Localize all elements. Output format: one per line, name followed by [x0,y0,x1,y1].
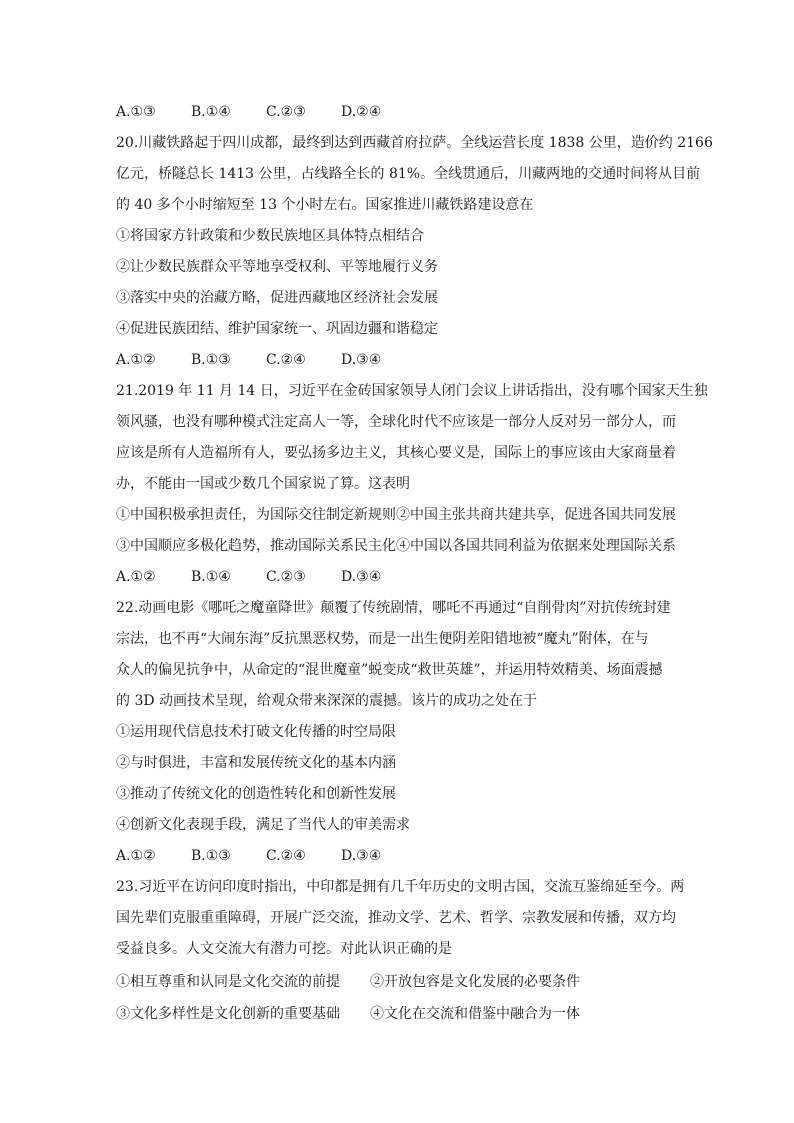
option-b: B.①④ [191,104,231,120]
option-d: D.③④ [341,569,382,585]
option-c: C.②③ [266,569,306,585]
q22-stem-line: 众人的偏见抗争中，从命定的“混世魔童”蜕变成“救世英雄”，并运用特效精美、场面震撼 [116,662,663,678]
q23-item: ②开放包容是文化发展的必要条件 [370,974,580,990]
q20-options [116,350,416,370]
q22-options [116,846,416,866]
q23-item-row [116,972,580,992]
q23-item: ③文化多样性是文化创新的重要基础 [116,1006,340,1022]
option-c: C.②③ [266,104,306,120]
q21-options [116,567,416,587]
q20-item: ④促进民族团结、维护国家统一、巩固边疆和谐稳定 [116,321,438,337]
option-b: B.①④ [191,569,231,585]
q22-item: ③推动了传统文化的创造性转化和创新性发展 [116,786,396,802]
option-d: D.③④ [341,352,382,368]
q23-stem-line: 国先辈们克服重重障碍，开展广泛交流，推动文学、艺术、哲学、宗教发展和传播，双方均 [116,910,676,926]
q21-item: ①中国积极承担责任，为国际交往制定新规则②中国主张共商共建共享，促进各国共同发展 [116,507,676,523]
option-d: D.③④ [341,848,382,864]
option-b: B.①③ [191,848,231,864]
q19-options [116,102,416,122]
q21-item: ③中国顺应多极化趋势，推动国际关系民主化④中国以各国共同利益为依据来处理国际关系 [116,538,676,554]
q22-item: ②与时俱进，丰富和发展传统文化的基本内涵 [116,755,396,771]
q23-item-row [116,1004,580,1024]
option-a: A.①② [116,848,156,864]
option-a: A.①③ [116,104,156,120]
q23-item: ①相互尊重和认同是文化交流的前提 [116,974,340,990]
q20-stem-line: 亿元，桥隧总长 1413 公里，占线路全长的 81%。全线贯通后，川藏两地的交通时间将从目前 [116,166,701,182]
q20-item: ③落实中央的治藏方略，促进西藏地区经济社会发展 [116,290,438,306]
option-a: A.①② [116,569,156,585]
q22-item: ④创新文化表现手段，满足了当代人的审美需求 [116,817,410,833]
q23-stem-line: 23.习近平在访问印度时指出，中印都是拥有几千年历史的文明古国，交流互鉴绵延至今。两 [116,879,685,895]
q22-stem-line: 22.动画电影《哪吒之魔童降世》颠覆了传统剧情，哪吒不再通过“自削骨肉”对抗传统封建 [116,600,671,616]
q21-stem-line: 21.2019 年 11 月 14 日，习近平在金砖国家领导人闭门会议上讲话指出，没有哪个国家天生独 [116,383,708,399]
q22-stem-line: 的 3D 动画技术呈现，给观众带来深深的震撼。该片的成功之处在于 [116,693,538,709]
option-c: C.②④ [266,848,306,864]
q20-stem-line: 的 40 多个小时缩短至 13 个小时左右。国家推进川藏铁路建设意在 [116,197,534,213]
q21-stem-line: 办，不能由一国或少数几个国家说了算。这表明 [116,476,410,492]
option-a: A.①② [116,352,156,368]
q20-stem-line: 20.川藏铁路起于四川成都，最终到达到西藏首府拉萨。全线运营长度 1838 公里，造价约 2166 [116,135,713,151]
q23-stem-line: 受益良多。人文交流大有潜力可挖。对此认识正确的是 [116,941,452,957]
q22-item: ①运用现代信息技术打破文化传播的时空局限 [116,724,396,740]
q22-stem-line: 宗法，也不再“大闹东海”反抗黑恶权势，而是一出生便阴差阳错地被“魔丸”附体，在与 [116,631,649,647]
q20-item: ①将国家方针政策和少数民族地区具体特点相结合 [116,228,424,244]
option-d: D.②④ [341,104,382,120]
option-b: B.①③ [191,352,231,368]
q20-item: ②让少数民族群众平等地享受权利、平等地履行义务 [116,259,438,275]
option-c: C.②④ [266,352,306,368]
q21-stem-line: 领风骚，也没有哪种模式注定高人一等，全球化时代不应该是一部分人反对另一部分人，而 [116,414,676,430]
q23-item: ④文化在交流和借鉴中融合为一体 [370,1006,580,1022]
q21-stem-line: 应该是所有人造福所有人，要弘扬多边主义，其核心要义是，国际上的事应该由大家商量着 [116,445,676,461]
